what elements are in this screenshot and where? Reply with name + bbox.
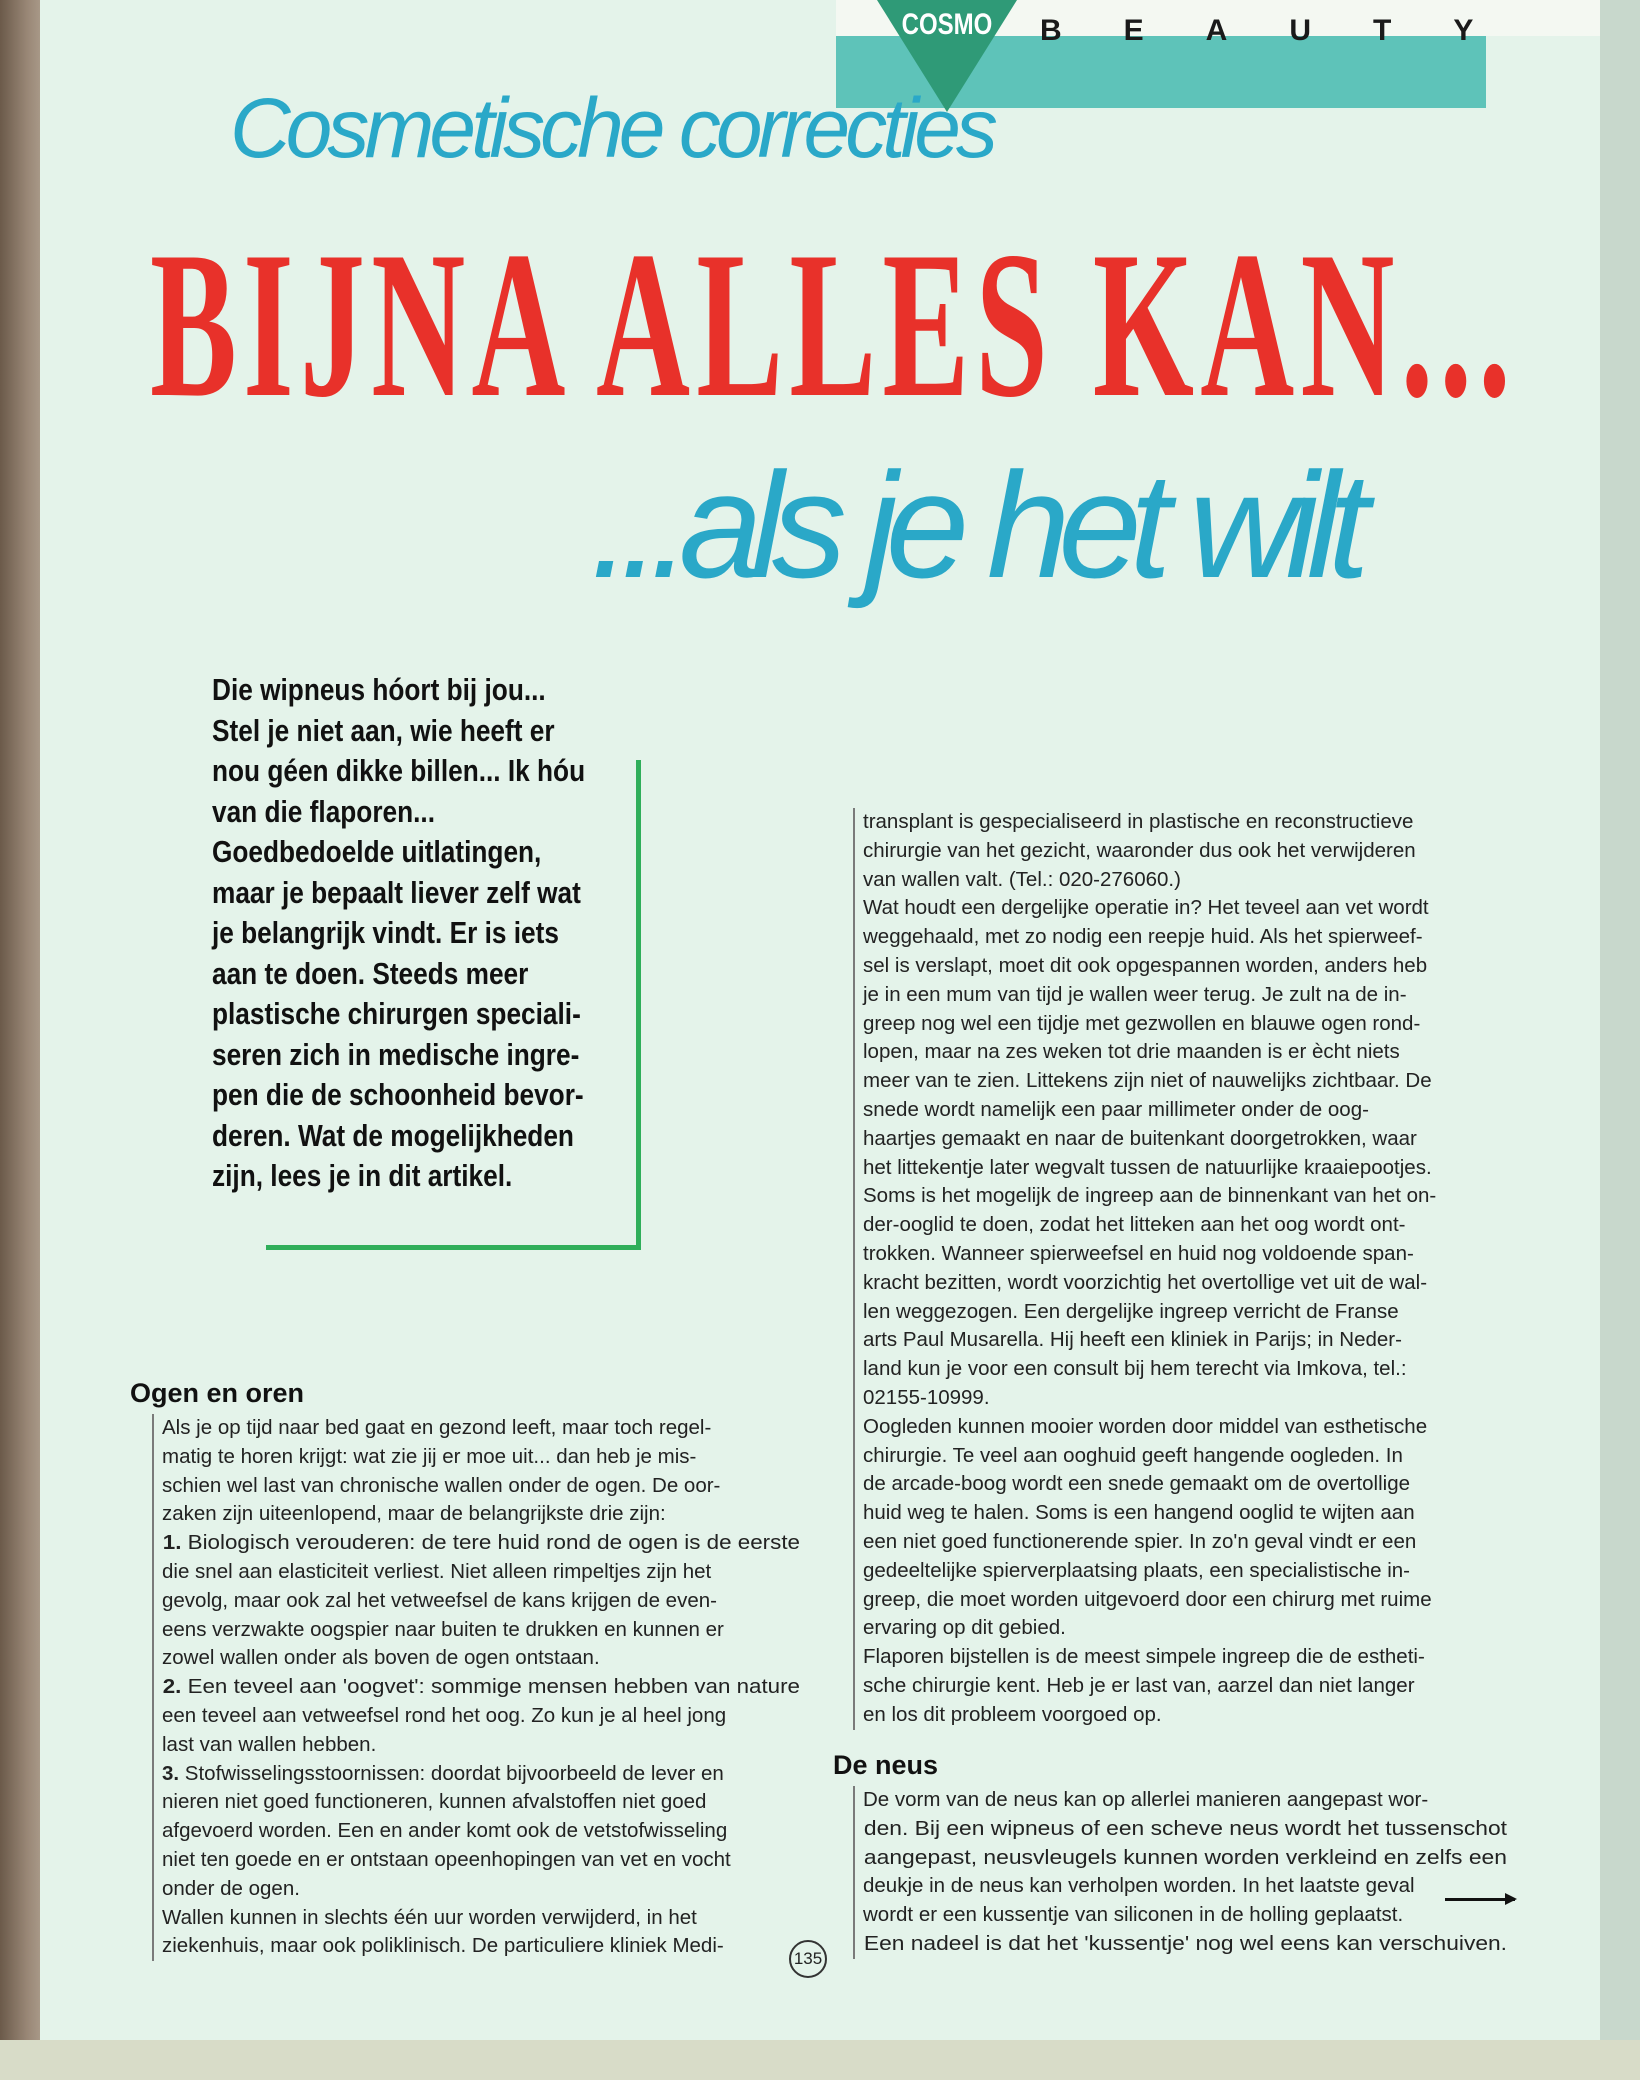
- body-line: chirurgie van het gezicht, waaronder dus ook het verwijderen: [863, 838, 1416, 862]
- intro-line: zijn, lees je in dit artikel.: [212, 1159, 513, 1193]
- subheadline: ...als je het wilt: [590, 441, 1358, 609]
- body-line: Wallen kunnen in slechts één uur worden verwijderd, in het: [162, 1905, 697, 1929]
- intro-line: je belangrijk vindt. Er is iets: [212, 916, 559, 950]
- body-line: die snel aan elasticiteit verliest. Niet alleen rimpeltjes zijn het: [162, 1559, 712, 1583]
- body-line: Soms is het mogelijk de ingreep aan de binnenkant van het on-: [863, 1184, 1437, 1208]
- continue-arrow-icon: [1445, 1898, 1515, 1901]
- body-line: van wallen valt. (Tel.: 020-276060.): [863, 867, 1181, 891]
- page-edge-right: [1600, 0, 1640, 2080]
- body-line: trokken. Wanneer spierweefsel en huid nog voldoende span-: [863, 1241, 1414, 1265]
- body-line: sche chirurgie kent. Heb je er last van, aarzel dan niet langer: [863, 1673, 1415, 1697]
- body-line: een teveel aan vetweefsel rond het oog. Zo kun je al heel jong: [162, 1703, 727, 1727]
- body-line: weggehaald, met zo nodig een reepje huid. Als het spierweef-: [863, 925, 1423, 949]
- intro-line: pen die de schoonheid bevor-: [212, 1078, 584, 1112]
- intro-line: plastische chirurgen speciali-: [212, 997, 581, 1031]
- body-line: zowel wallen onder als boven de ogen ontstaan.: [162, 1646, 600, 1670]
- body-line: chirurgie. Te veel aan ooghuid geeft hangende oogleden. In: [863, 1443, 1403, 1467]
- body-line: sel is verslapt, moet dit ook opgespannen worden, anders heb: [863, 953, 1428, 977]
- body-line: het littekentje later wegvalt tussen de natuurlijke kraaiepootjes.: [863, 1155, 1432, 1179]
- body-line: greep, die moet worden uitgevoerd door een chirurg met ruime: [863, 1587, 1432, 1611]
- body-line: gevolg, maar ook zal het vetweefsel de kans krijgen de even-: [162, 1588, 717, 1612]
- body-line: Een nadeel is dat het 'kussentje' nog wel eens kan verschuiven.: [863, 1931, 1507, 1955]
- body-line: ziekenhuis, maar ook poliklinisch. De particuliere kliniek Medi-: [162, 1934, 724, 1958]
- intro-line: nou géen dikke billen... Ik hóu: [212, 754, 586, 788]
- body-line: Flaporen bijstellen is de meest simpele ingreep die de estheti-: [863, 1645, 1425, 1669]
- body-column-right: [853, 808, 1515, 1730]
- intro-line: Goedbedoelde uitlatingen,: [212, 835, 542, 869]
- body-line: Oogleden kunnen mooier worden door middel van esthetische: [863, 1414, 1428, 1438]
- body-line: der-ooglid te doen, zodat het litteken aan het oog wordt ont-: [863, 1213, 1406, 1237]
- body-line: matig te horen krijgt: wat zie jij er moe uit... dan heb je mis-: [162, 1444, 697, 1468]
- body-line: land kun je voor een consult bij hem terecht via Imkova, tel.:: [863, 1357, 1407, 1381]
- brand-label: COSMO: [901, 8, 993, 41]
- body-column-left: [152, 1414, 806, 1961]
- body-line: afgevoerd worden. Een en ander komt ook de vetstofwisseling: [162, 1819, 728, 1843]
- intro-line: deren. Wat de mogelijkheden: [212, 1118, 574, 1153]
- body-line: de arcade-boog wordt een snede gemaakt om de overtollige: [863, 1472, 1411, 1496]
- body-line: 1. Biologisch verouderen: de tere huid rond de ogen is de eerste: [162, 1531, 801, 1555]
- body-line: snede wordt namelijk een paar millimeter onder de oog-: [863, 1097, 1369, 1121]
- intro-line: maar je bepaalt liever zelf wat: [212, 875, 581, 910]
- body-line: Wat houdt een dergelijke operatie in? Het teveel aan vet wordt: [863, 896, 1429, 920]
- body-line: eens verzwakte oogspier naar buiten te drukken en kunnen er: [162, 1617, 724, 1641]
- body-line: greep nog wel een tijdje met gezwollen en blauwe ogen rond-: [863, 1011, 1421, 1035]
- body-line: een niet goed functionerende spier. In zo'n geval vindt er een: [863, 1529, 1417, 1553]
- body-line: meer van te zien. Littekens zijn niet of nauwelijks zichtbaar. De: [863, 1069, 1432, 1093]
- body-line: zaken zijn uiteenlopend, maar de belangrijkste drie zijn:: [162, 1502, 666, 1526]
- section-label: BEAUTY: [1040, 14, 1536, 47]
- intro-frame-vertical: [636, 760, 641, 1250]
- body-line: deukje in de neus kan verholpen worden. In het laatste geval: [863, 1874, 1415, 1898]
- intro-frame-horizontal: [266, 1245, 641, 1250]
- body-line: den. Bij een wipneus of een scheve neus wordt het tussenschot: [863, 1816, 1507, 1840]
- body-line: ervaring op dit gebied.: [863, 1616, 1066, 1640]
- kicker: Cosmetische correcties: [230, 81, 993, 175]
- body-line: niet ten goede en er ontstaan opeenhopingen van vet en vocht: [162, 1847, 731, 1871]
- intro-line: Die wipneus hóort bij jou...: [212, 673, 546, 707]
- body-line: 02155-10999.: [863, 1385, 990, 1409]
- body-line: transplant is gespecialiseerd in plastische en reconstructieve: [863, 810, 1414, 833]
- body-line: lopen, maar na zes weken tot drie maanden is er ècht niets: [863, 1040, 1400, 1064]
- body-line: aangepast, neusvleugels kunnen worden verkleind en zelfs een: [863, 1845, 1507, 1869]
- body-line: len weggezogen. Een dergelijke ingreep verricht de Franse: [863, 1299, 1399, 1323]
- body-line: 2. Een teveel aan 'oogvet': sommige mensen hebben van nature: [162, 1675, 800, 1699]
- page-number: 135: [789, 1940, 827, 1978]
- body-line: De vorm van de neus kan op allerlei manieren aangepast wor-: [863, 1788, 1429, 1811]
- body-line: en los dit probleem voorgoed op.: [863, 1702, 1162, 1726]
- intro-line: aan te doen. Steeds meer: [212, 956, 529, 991]
- intro-line: seren zich in medische ingre-: [212, 1037, 580, 1072]
- intro-line: van die flaporen...: [212, 794, 436, 829]
- section-title-ogen: Ogen en oren: [130, 1378, 305, 1408]
- body-line: Als je op tijd naar bed gaat en gezond leeft, maar toch regel-: [162, 1416, 712, 1439]
- body-column-neus: [853, 1786, 1515, 1959]
- page-edge-bottom: [0, 2040, 1640, 2080]
- intro-line: Stel je niet aan, wie heeft er: [212, 713, 555, 748]
- body-line: onder de ogen.: [162, 1876, 300, 1900]
- body-line: 3. Stofwisselingsstoornissen: doordat bijvoorbeeld de lever en: [162, 1761, 724, 1785]
- body-line: gedeeltelijke spierverplaatsing plaats, een specialistische in-: [863, 1558, 1410, 1582]
- body-line: huid weg te halen. Soms is een hangend ooglid te wijten aan: [863, 1501, 1415, 1525]
- headline: BIJNA ALLES KAN...: [150, 209, 1517, 441]
- body-line: nieren niet goed functioneren, kunnen afvalstoffen niet goed: [162, 1790, 707, 1814]
- body-line: last van wallen hebben.: [162, 1732, 377, 1756]
- body-line: wordt er een kussentje van siliconen in de holling geplaatst.: [863, 1903, 1404, 1927]
- body-line: schien wel last van chronische wallen onder de ogen. De oor-: [162, 1473, 721, 1497]
- section-title-neus: De neus: [833, 1750, 939, 1780]
- body-line: arts Paul Musarella. Hij heeft een kliniek in Parijs; in Neder-: [863, 1328, 1402, 1352]
- body-line: je in een mum van tijd je wallen weer terug. Je zult na de in-: [863, 982, 1407, 1006]
- body-line: kracht bezitten, wordt voorzichtig het overtollige vet uit de wal-: [863, 1270, 1428, 1294]
- body-line: haartjes gemaakt en naar de buitenkant doorgetrokken, waar: [863, 1126, 1417, 1150]
- intro-text: [212, 670, 612, 1197]
